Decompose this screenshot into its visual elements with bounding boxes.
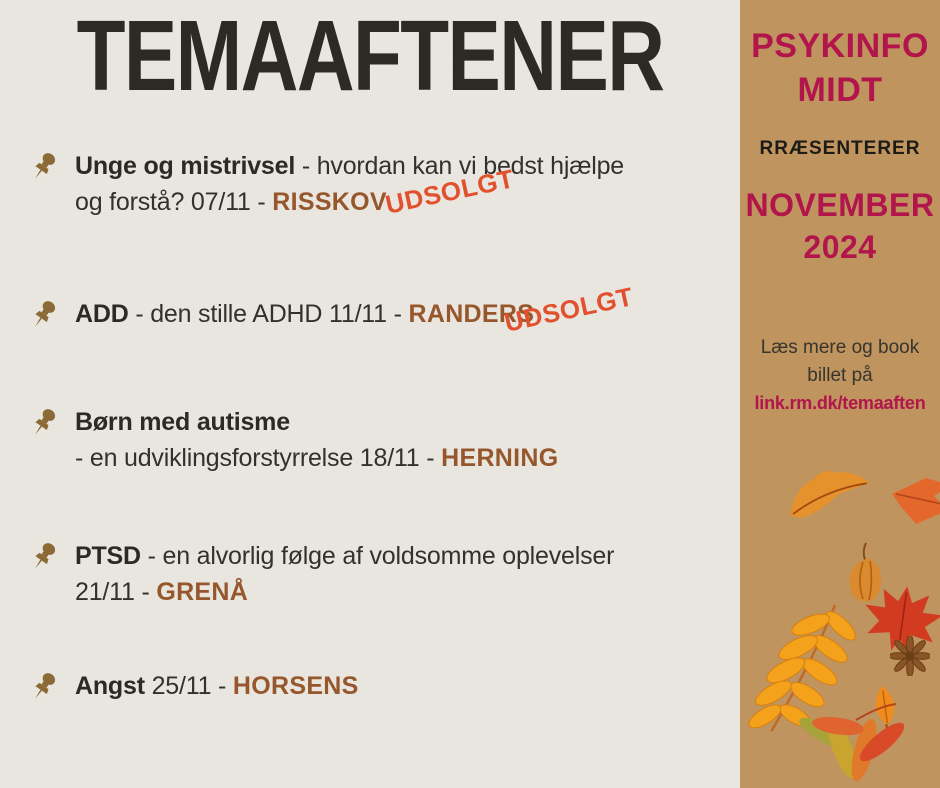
- star-anise-icon: [890, 636, 930, 676]
- event-location: GRENÅ: [156, 578, 249, 606]
- month-line1: NOVEMBER: [745, 187, 935, 223]
- month-title: [740, 184, 940, 268]
- event-location: RISSKOV: [272, 188, 387, 216]
- event-item-angst: [28, 668, 708, 704]
- event-item-boern-med-autisme: [28, 404, 708, 476]
- event-line: [75, 440, 559, 476]
- sidebar: [740, 0, 940, 788]
- event-topic: Børn med autisme: [75, 408, 290, 436]
- event-line: [75, 404, 559, 440]
- event-line: [75, 184, 624, 220]
- event-description: 21/11 -: [75, 578, 157, 606]
- event-topic: ADD: [75, 300, 129, 328]
- pushpin-icon: [28, 148, 75, 182]
- event-location: HERNING: [441, 444, 559, 472]
- event-topic: PTSD: [75, 542, 141, 570]
- pushpin-icon: [28, 668, 75, 702]
- event-location: RANDERS: [408, 300, 535, 328]
- brand-line2: MIDT: [797, 71, 883, 109]
- month-line2: 2024: [803, 229, 877, 265]
- event-item-add: [28, 281, 708, 338]
- cta-line1: Læs mere og book: [760, 337, 920, 358]
- pushpin-icon: [28, 538, 75, 572]
- event-line: [75, 668, 359, 704]
- oak-leaf-icon: [777, 456, 879, 531]
- cta-text: [740, 334, 940, 390]
- event-item-ptsd: [28, 538, 708, 610]
- event-line: [75, 574, 614, 610]
- soldout-badge: UDSOLGT: [382, 163, 517, 220]
- soldout-badge: UDSOLGT: [501, 281, 636, 338]
- creeper-leaf-icon: [786, 700, 910, 788]
- pushpin-icon: [28, 404, 75, 438]
- brand-line1: PSYKINFO: [751, 27, 929, 65]
- event-line: [75, 148, 624, 184]
- page-title: TEMAAFTENER: [76, 0, 664, 112]
- event-line: [75, 538, 614, 574]
- presents-label: RRÆSENTERER: [759, 138, 921, 159]
- booking-link: link.rm.dk/temaaften: [754, 393, 926, 413]
- brand-title: [740, 24, 940, 112]
- pushpin-icon: [28, 296, 75, 330]
- event-description: - en alvorlig følge af voldsomme oplevelser: [140, 542, 615, 570]
- cta-line2: billet på: [807, 365, 873, 386]
- event-location: HORSENS: [232, 672, 359, 700]
- event-description: og forstå? 07/11 -: [75, 188, 273, 216]
- event-description: - en udviklingsforstyrrelse 18/11 -: [75, 444, 442, 472]
- event-line: [75, 296, 534, 332]
- event-description: - den stille ADHD 11/11 -: [128, 300, 409, 328]
- event-topic: Angst: [75, 672, 145, 700]
- event-item-unge-og-mistrivsel: [28, 148, 708, 220]
- event-description: 25/11 -: [144, 672, 233, 700]
- event-description: - hvordan kan vi bedst hjælpe: [295, 152, 624, 180]
- torn-leaf-icon: [892, 478, 940, 526]
- event-topic: Unge og mistrivsel: [75, 152, 296, 180]
